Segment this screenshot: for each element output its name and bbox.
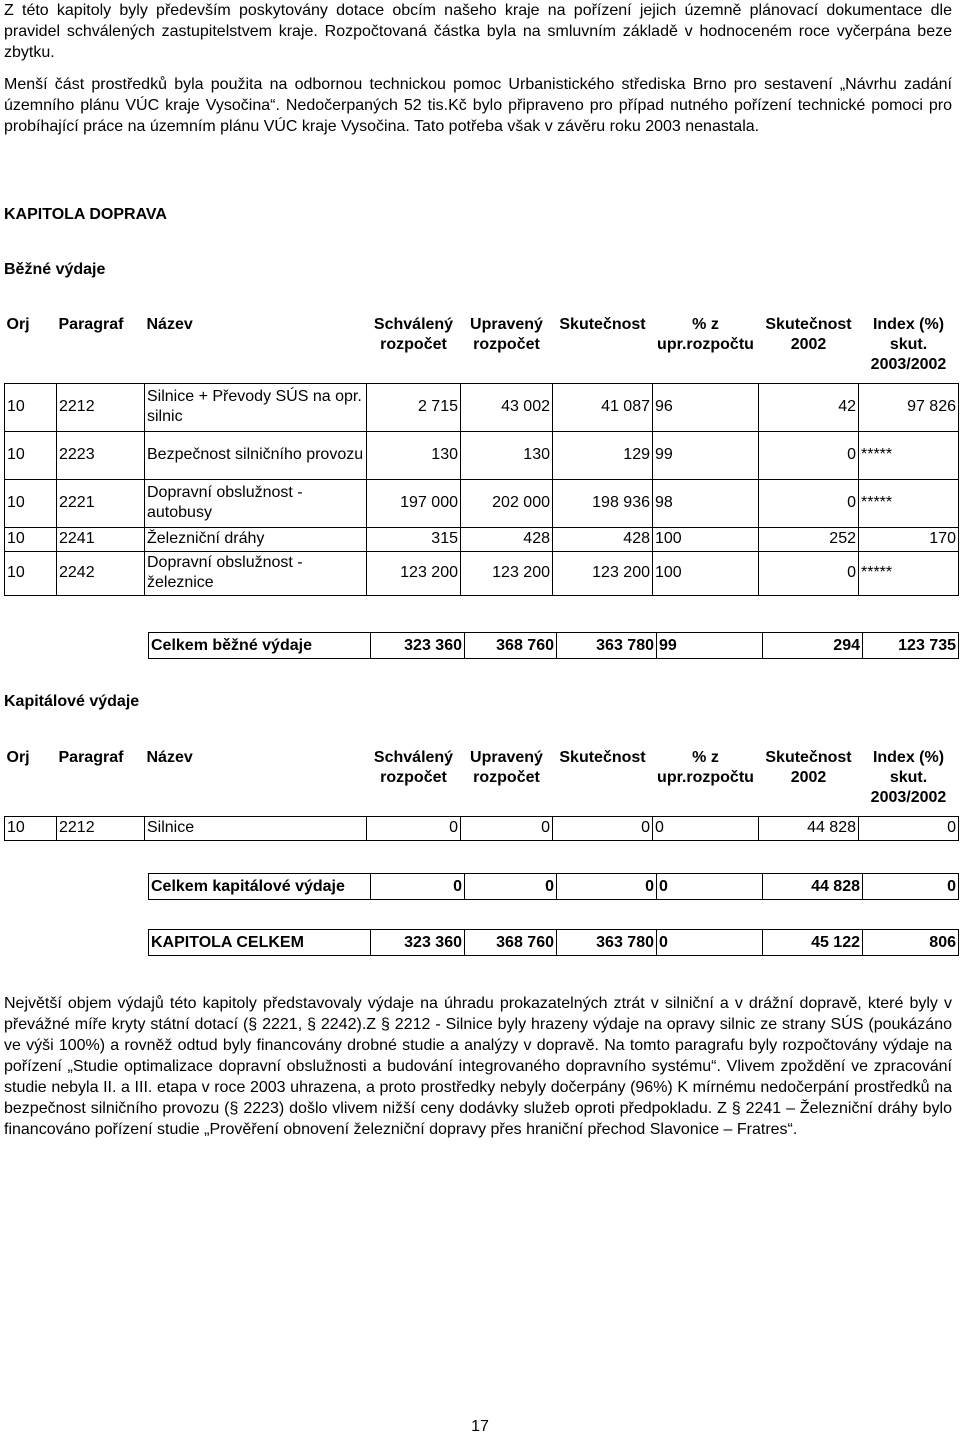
closing-paragraph: Největší objem výdajů této kapitoly představovaly výdaje na úhradu prokazatelných ztrát v silniční a v drážní dopravě, které byly v převážné míře kryty státní dotací (§ 2221, § 2242).Z § 2212 - Silnice byly hrazeny výdaje na opravy silnic ze strany SÚS (poukázáno ve výši 100%) a rovněž odtud byly financovány drobné studie a analýzy v dopravě. Na tomto paragrafu byly rozpočtovány výdaje na pořízení „Studie optimalizace dopravní obslužnosti a budování integrovaného dopravního systému“. Vlivem zpoždění ve zpracování studie nebyla II. a III. etapa v roce 2003 uhrazena, a proto prostředky nebyly dočerpány (96%) K mírnému nedočerpání prostředků na bezpečnost silničního provozu (§ 2223) došlo vlivem nižší ceny dodávky služeb oproti předpokladu. Z § 2241 – Železniční dráhy bylo financováno pořízení studie „Prověření obnovení železniční dopravy přes hraniční přechod Slavonice – Fratres“.	[4, 995, 952, 1138]
chapter-total-table	[148, 929, 959, 956]
capital-header-row: Orj Paragraf Název Schválený rozpočet Upravený rozpočet Skutečnost % z upr.rozpočtu Skutečnost 2002 Index (%) skut. 2003/2002	[6, 749, 947, 806]
intro-paragraph-2: Menší část prostředků byla použita na odbornou technickou pomoc Urbanistického střediska Brno pro sestavení „Návrhu zadání územního plánu VÚC kraje Vysočina“. Nedočerpaných 52 tis.Kč bylo připraveno pro případ nutného pořízení technické pomoci pro probíhající práce na územním plánu VÚC kraje Vysočina. Tato potřeba však v závěru roku 2003 nenastala.	[4, 76, 952, 135]
table-row: 10 2242 Dopravní obslužnost - železnice 123 200 123 200 123 200 100 0 *****	[5, 551, 959, 595]
capital-total-row: Celkem kapitálové výdaje 0 0 0 0 44 828 0	[149, 874, 959, 900]
current-expenses-table	[4, 315, 959, 596]
col-schvaleny: Schválený rozpočet	[373, 316, 454, 353]
capital-expenses-table	[4, 748, 959, 841]
col-skutecnost-2002: Skutečnost 2002	[765, 316, 852, 353]
current-total-row: Celkem běžné výdaje 323 360 368 760 363 780 99 294 123 735	[149, 633, 959, 659]
col-upraveny: Upravený rozpočet	[470, 316, 543, 353]
col-index: Index (%) skut. 2003/2002	[870, 316, 947, 373]
table-row: 10 2212 Silnice + Převody SÚS na opr. silnic 2 715 43 002 41 087 96 42 97 826	[5, 383, 959, 431]
capital-expenses-title: Kapitálové výdaje	[4, 693, 140, 710]
table-row: 10 2221 Dopravní obslužnost - autobusy 197 000 202 000 198 936 98 0 *****	[5, 479, 959, 527]
current-header-row	[5, 315, 959, 375]
col-nazev: Název	[146, 316, 193, 333]
current-expenses-title: Běžné výdaje	[4, 261, 106, 278]
capital-total-table	[148, 873, 959, 900]
col-paragraf: Paragraf	[58, 316, 124, 333]
table-row: 10 2223 Bezpečnost silničního provozu 130 130 129 99 0 *****	[5, 431, 959, 479]
chapter-title: KAPITOLA DOPRAVA	[4, 206, 167, 223]
col-procento: % z upr.rozpočtu	[657, 316, 754, 353]
table-row: 10 2241 Železniční dráhy 315 428 428 100 252 170	[5, 527, 959, 551]
page-number: 17	[471, 1418, 489, 1435]
current-total-table	[148, 632, 959, 659]
table-row: 10 2212 Silnice 0 0 0 0 44 828 0	[5, 816, 959, 840]
chapter-total-row: KAPITOLA CELKEM 323 360 368 760 363 780 0 45 122 806	[149, 930, 959, 956]
col-skutecnost: Skutečnost	[559, 316, 646, 333]
intro-paragraph-1: Z této kapitoly byly především poskytovány dotace obcím našeho kraje na pořízení jejich územně plánovací dokumentace dle pravidel schválených zastupitelstvem kraje. Rozpočtovaná částka byla na smluvním základě v hodnoceném roce vyčerpána beze zbytku.	[4, 2, 952, 61]
col-orj: Orj	[6, 316, 30, 333]
